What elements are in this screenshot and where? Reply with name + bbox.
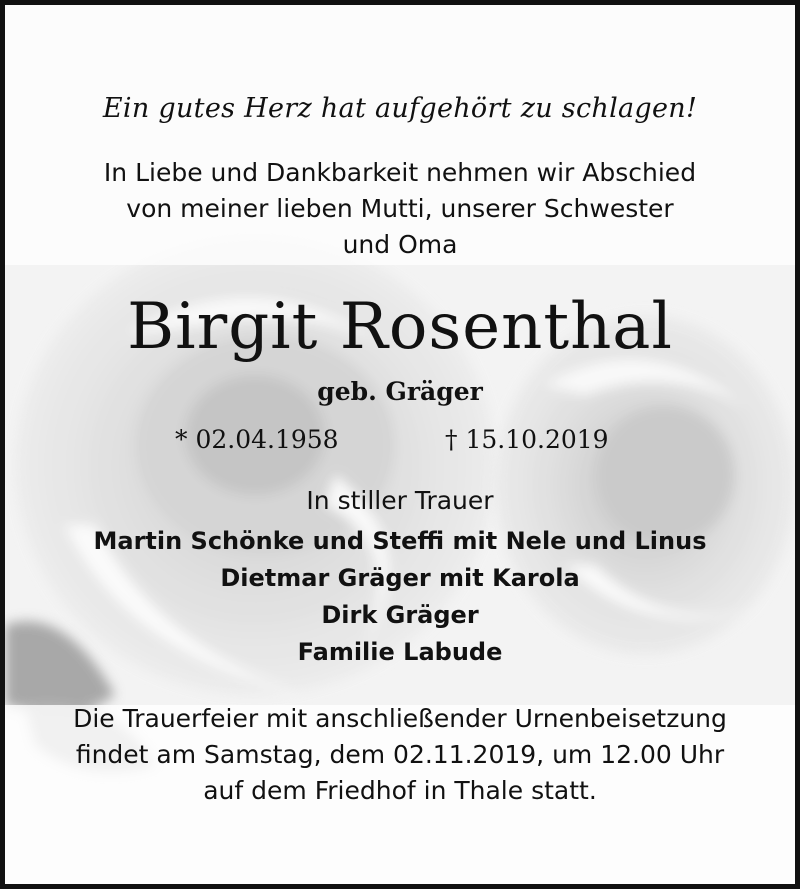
intro-text: [5, 155, 795, 263]
birth-date: * 02.04.1958: [175, 425, 339, 454]
ceremony-line: findet am Samstag, dem 02.11.2019, um 12.00 Uhr: [75, 740, 725, 769]
maiden-name: geb. Gräger: [317, 377, 483, 406]
ceremony-info: [5, 701, 795, 809]
death-date: † 15.10.2019: [445, 425, 609, 454]
mourner-item: Familie Labude: [297, 638, 503, 666]
mourning-heading: In stiller Trauer: [306, 486, 494, 515]
intro-line: von meiner lieben Mutti, unserer Schwester: [126, 194, 674, 223]
mourner-item: Dietmar Gräger mit Karola: [220, 564, 580, 592]
motto-line: Ein gutes Herz hat aufgehört zu schlagen!: [102, 93, 698, 124]
life-dates: [5, 425, 795, 455]
ceremony-line: Die Trauerfeier mit anschließender Urnenbeisetzung: [73, 704, 727, 733]
deceased-name: Birgit Rosenthal: [127, 290, 673, 364]
mourner-item: Martin Schönke und Steffi mit Nele und Linus: [93, 527, 707, 555]
mourner-item: Dirk Gräger: [321, 601, 479, 629]
intro-line: und Oma: [342, 230, 458, 259]
intro-line: In Liebe und Dankbarkeit nehmen wir Abschied: [103, 158, 697, 187]
mourners-list: [5, 523, 795, 671]
ceremony-line: auf dem Friedhof in Thale statt.: [203, 776, 597, 805]
